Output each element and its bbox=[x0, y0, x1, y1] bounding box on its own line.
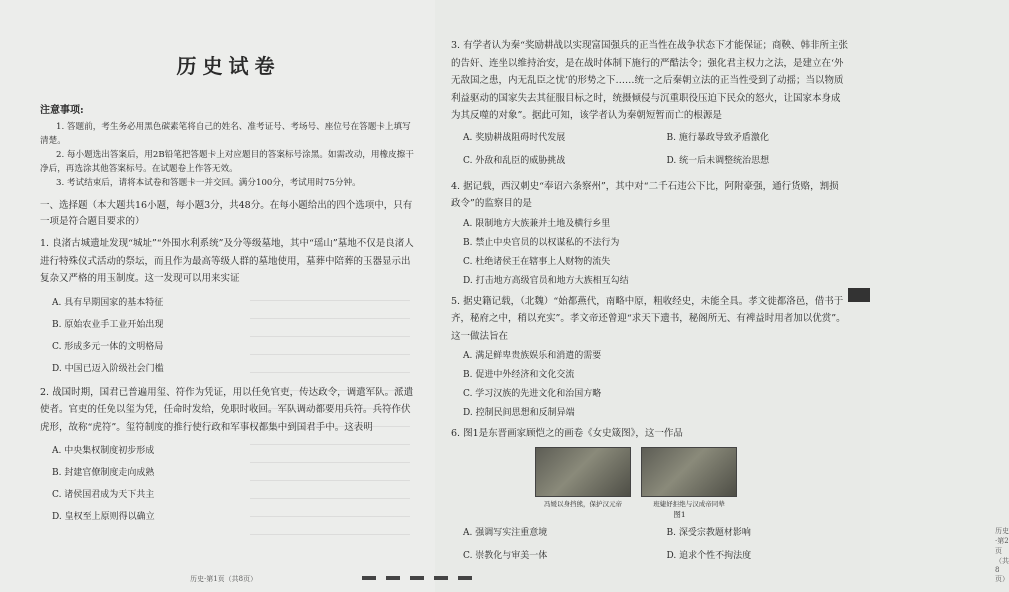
question-2-option-c: C. 诸侯国君成为天下共主 bbox=[52, 490, 155, 500]
question-6-option-d: D. 追求个性不拘法度 bbox=[666, 550, 752, 561]
painting-caption: 冯媛以身挡熊，保护汉元帝 bbox=[544, 499, 622, 508]
question-6-stem: 6. 图1是东晋画家顾恺之的画卷《女史箴图》，这一作品 bbox=[451, 428, 683, 439]
fold-registration-marks bbox=[362, 576, 472, 580]
painting-image bbox=[535, 447, 631, 497]
edge-marker bbox=[848, 288, 870, 302]
question-6-option-b: B. 深受宗教题材影响 bbox=[666, 527, 751, 538]
note-1: 1. 答题前，考生务必用黑色碳素笔将自己的姓名、准考证号、考场号、座位号在答题卡上填写清楚。 bbox=[40, 122, 411, 146]
page-2 bbox=[435, 0, 1009, 592]
question-5-option-b: B. 促进中外经济和文化交流 bbox=[463, 370, 575, 380]
question-5-option-c: C. 学习汉族的先进文化和治国方略 bbox=[463, 389, 602, 399]
question-2-option-d: D. 皇权至上原则得以确立 bbox=[52, 512, 155, 522]
bleed-through-text bbox=[250, 300, 410, 540]
painting-caption: 班婕妤拒绝与汉成帝同辇 bbox=[653, 499, 725, 508]
question-4-option-a: A. 限制地方大族兼并土地及横行乡里 bbox=[463, 218, 611, 229]
registration-mark bbox=[386, 576, 400, 580]
question-1-option-a: A. 具有早期国家的基本特征 bbox=[52, 297, 164, 308]
question-1-option-c: C. 形成多元一体的文明格局 bbox=[52, 341, 164, 352]
question-3-option-c: C. 外敌和乱臣的威胁挑战 bbox=[463, 155, 566, 166]
painting-panel-right bbox=[641, 447, 737, 508]
notes-heading: 注意事项: bbox=[40, 105, 84, 116]
exam-title: 历史试卷 bbox=[176, 54, 281, 78]
question-3-option-d: D. 统一后未调整统治思想 bbox=[666, 155, 770, 166]
registration-mark bbox=[458, 576, 472, 580]
question-2-option-b: B. 封建官僚制度走向成熟 bbox=[52, 468, 155, 478]
note-2: 2. 每小题选出答案后，用2B铅笔把答题卡上对应题目的答案标号涂黑。如需改动，用橡皮擦干净后，再选涂其他答案标号。在试题卷上作答无效。 bbox=[40, 150, 414, 174]
question-1-stem: 1. 良渚古城遗址发现“城址”“外围水利系统”及分等级墓地，其中“瑶山”墓地不仅是良渚人进行特殊仪式活动的祭坛，而且作为最高等级人群的墓地使用，墓葬中陪葬的玉器显示出复杂又严格的用玉制度。这一发现可以用来实证 bbox=[40, 238, 414, 284]
question-4-option-d: D. 打击地方高级官员和地方大族相互勾结 bbox=[463, 275, 629, 286]
registration-mark bbox=[362, 576, 376, 580]
question-6-option-c: C. 崇教化与审美一体 bbox=[463, 550, 548, 561]
section-heading: 一、选择题（本大题共16小题，每小题3分，共48分。在每小题给出的四个选项中，只有一项是符合题目要求的） bbox=[40, 200, 413, 227]
page-1 bbox=[0, 0, 435, 592]
question-5-option-d: D. 控制民间思想和反制异端 bbox=[463, 408, 575, 418]
question-3-options bbox=[451, 127, 848, 173]
question-3-option-b: B. 施行暴政导致矛盾激化 bbox=[666, 132, 769, 143]
question-6-options bbox=[451, 522, 848, 568]
question-2-stem: 2. 战国时期，国君已普遍用玺、符作为凭证，用以任免官吏，传达政令，调遣军队。派遣使者。官吏的任免以玺为凭，任命时发给，免职时收回。军队调动都要用兵符。兵符作伏虎形，故称“虎符”。玺符制度的推行使行政和军事权都集中到国君手中。这表明 bbox=[40, 386, 414, 433]
question-6-option-a: A. 强调写实注重意境 bbox=[463, 527, 548, 538]
figure-label: 图1 bbox=[673, 509, 686, 519]
question-3-option-a: A. 奖励耕战阻碍时代发展 bbox=[463, 132, 566, 143]
question-3-stem: 3. 有学者认为秦“奖励耕战以实现富国强兵的正当性在战争状态下才能保证；商鞅、韩非所主张的告奸、连坐以维持治安，是在战时体制下施行的严酷法令；强化君主权力之法，是建立在‘外无敌国之患，内无乱臣之忧’的形势之下……统一之后秦朝立法的正当性受到了动摇；当以物质利益驱动的国家失去其征服目标之时，统摄倾侵与沉重职役压迫下民众的怒火，让国家本身成为其反噬的对象”。据此可知，该学者认为秦朝短暂而亡的根源是 bbox=[451, 40, 848, 121]
question-5-stem: 5. 据史籍记载，（北魏）“始都燕代，南略中原，粗收经史，未能全具。孝文徙都洛邑，借书于齐，秘府之中，稍以充实”。孝文帝还曾迎“求天下遗书，秘阁所无、有裨益时用者加以优赏”。这一做法旨在 bbox=[451, 295, 846, 342]
question-4-option-c: C. 杜绝诸侯王在辖事上人财物的流失 bbox=[463, 256, 611, 267]
note-3: 3. 考试结束后，请将本试卷和答题卡一并交回。满分100分，考试用时75分钟。 bbox=[56, 178, 361, 188]
page-1-footer: 历史·第1页（共8页） bbox=[190, 575, 258, 583]
question-5-option-a: A. 满足鲜卑贵族娱乐和消遣的需要 bbox=[463, 351, 602, 361]
painting-image bbox=[641, 447, 737, 497]
registration-mark bbox=[434, 576, 448, 580]
question-1-option-d: D. 中国已迈入阶级社会门槛 bbox=[52, 363, 164, 374]
painting-panel-left bbox=[535, 447, 631, 508]
question-4-stem: 4. 据记载，西汉刺史“奉诏六条察州”，其中对“二千石违公下比，阿附豪强，通行货赂，割损政令”的监察目的是 bbox=[451, 180, 839, 209]
registration-mark bbox=[410, 576, 424, 580]
figure-1 bbox=[535, 447, 848, 508]
question-2-option-a: A. 中央集权制度初步形成 bbox=[52, 446, 155, 456]
question-4-option-b: B. 禁止中央官员的以权谋私的不法行为 bbox=[463, 237, 620, 248]
page-2-footer: 历史·第2页（共8页） bbox=[995, 527, 1009, 583]
question-1-option-b: B. 原始农业手工业开始出现 bbox=[52, 319, 164, 330]
